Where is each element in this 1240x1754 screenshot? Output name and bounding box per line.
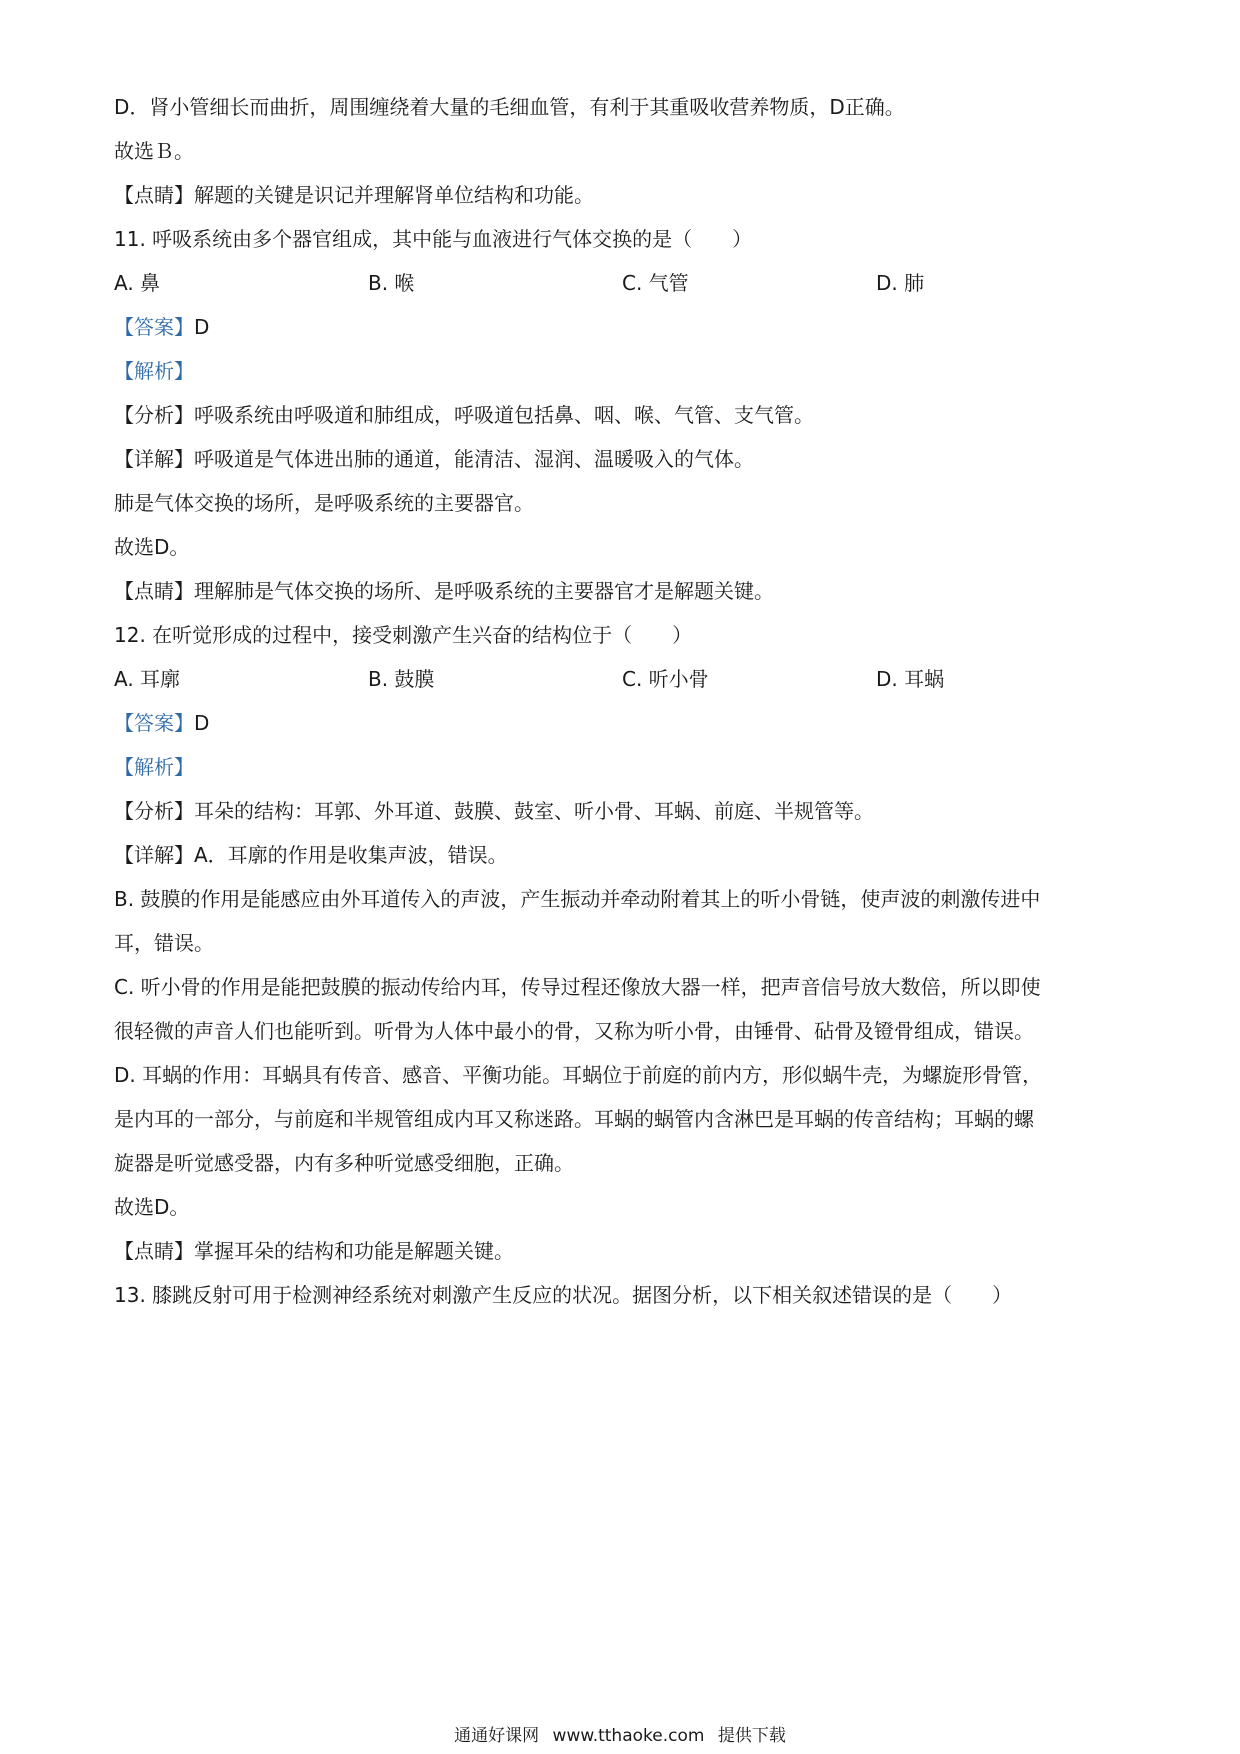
q10-choice: 故选Ｂ。 xyxy=(114,139,194,163)
q12-analysis: 【分析】耳朵的结构：耳郭、外耳道、鼓膜、鼓室、听小骨、耳蜗、前庭、半规管等。 xyxy=(114,799,874,823)
q11-answer-label: 【答案】 xyxy=(114,315,194,339)
q12-detail-b-line2: 耳，错误。 xyxy=(114,931,214,955)
q12-option-d: D. 耳蜗 xyxy=(876,667,945,691)
q10-tip: 【点睛】解题的关键是识记并理解肾单位结构和功能。 xyxy=(114,183,594,207)
q11-analysis: 【分析】呼吸系统由呼吸道和肺组成，呼吸道包括鼻、咽、喉、气管、支气管。 xyxy=(114,403,814,427)
footer-note: 提供下载 xyxy=(717,1726,786,1746)
q12-detail-d-line2: 是内耳的一部分，与前庭和半规管组成内耳又称迷路。耳蜗的蜗管内含淋巴是耳蜗的传音结构；耳蜗的螺 xyxy=(114,1107,1034,1131)
q11-choice: 故选D。 xyxy=(114,535,190,559)
q12-choice: 故选D。 xyxy=(114,1195,190,1219)
q12-detail-c-line1: C. 听小骨的作用是能把鼓膜的振动传给内耳，传导过程还像放大器一样，把声音信号放大数倍，所以即使 xyxy=(114,975,1041,999)
q11-answer-value: D xyxy=(194,315,210,339)
q12-option-b: B. 鼓膜 xyxy=(368,667,435,691)
q12-answer xyxy=(114,708,1134,738)
q11-analysis-label: 【解析】 xyxy=(114,359,194,383)
q11-detail-2: 肺是气体交换的场所，是呼吸系统的主要器官。 xyxy=(114,491,534,515)
q11-answer xyxy=(114,312,1134,342)
q11-stem: 11. 呼吸系统由多个器官组成，其中能与血液进行气体交换的是（ ） xyxy=(114,227,753,251)
q11-option-c: C. 气管 xyxy=(622,271,689,295)
q12-answer-label: 【答案】 xyxy=(114,711,194,735)
q12-detail-b-line1: B. 鼓膜的作用是能感应由外耳道传入的声波，产生振动并牵动附着其上的听小骨链，使声波的刺激传进中 xyxy=(114,887,1041,911)
q12-detail-d-line3: 旋器是听觉感受器，内有多种听觉感受细胞，正确。 xyxy=(114,1151,574,1175)
q11-option-d: D. 肺 xyxy=(876,271,925,295)
q11-tip: 【点睛】理解肺是气体交换的场所、是呼吸系统的主要器官才是解题关键。 xyxy=(114,579,774,603)
q12-detail-a: 【详解】A．耳廓的作用是收集声波，错误。 xyxy=(114,843,508,867)
q12-option-c: C. 听小骨 xyxy=(622,667,709,691)
q12-detail-c-line2: 很轻微的声音人们也能听到。听骨为人体中最小的骨，又称为听小骨，由锤骨、砧骨及镫骨组成，错误。 xyxy=(114,1019,1034,1043)
q12-option-a: A. 耳廓 xyxy=(114,667,181,691)
q12-tip: 【点睛】掌握耳朵的结构和功能是解题关键。 xyxy=(114,1239,514,1263)
q13-stem: 13. 膝跳反射可用于检测神经系统对刺激产生反应的状况。据图分析，以下相关叙述错误的是（ ） xyxy=(114,1283,1013,1307)
q12-analysis-label: 【解析】 xyxy=(114,755,194,779)
q10-option-d-explanation: D．肾小管细长而曲折，周围缠绕着大量的毛细血管，有利于其重吸收营养物质，D正确。 xyxy=(114,95,905,119)
q12-detail-d-line1: D. 耳蜗的作用：耳蜗具有传音、感音、平衡功能。耳蜗位于前庭的前内方，形似蜗牛壳，为螺旋形骨管， xyxy=(114,1063,1043,1087)
q12-stem: 12. 在听觉形成的过程中，接受刺激产生兴奋的结构位于（ ） xyxy=(114,623,693,647)
q12-answer-value: D xyxy=(194,711,210,735)
footer-site-name: 通通好课网 xyxy=(454,1726,540,1746)
q11-option-b: B. 喉 xyxy=(368,271,415,295)
page-footer xyxy=(0,1724,1240,1748)
q11-option-a: A. 鼻 xyxy=(114,271,161,295)
footer-url[interactable]: www.tthaoke.com xyxy=(552,1726,705,1746)
q11-detail: 【详解】呼吸道是气体进出肺的通道，能清洁、湿润、温暖吸入的气体。 xyxy=(114,447,754,471)
